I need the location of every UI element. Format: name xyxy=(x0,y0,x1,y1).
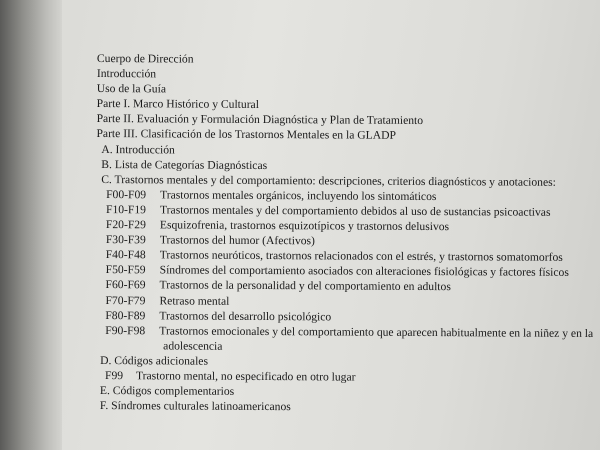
code-range: F50-F59 xyxy=(105,263,146,277)
code-range: F40-F48 xyxy=(105,248,146,262)
code-range: F10-F19 xyxy=(105,202,147,217)
code-description: Trastornos del humor (Afectivos) xyxy=(159,233,315,248)
toc-subentry-d: D. Códigos adicionales xyxy=(100,353,209,368)
table-of-contents xyxy=(95,51,597,416)
code-description: Trastornos mentales orgánicos, incluyendo los sintomáticos xyxy=(160,188,437,203)
code-range: F70-F79 xyxy=(105,293,146,307)
toc-entry: Cuerpo de Dirección xyxy=(96,51,194,66)
code-description: Retraso mental xyxy=(159,293,230,308)
code-range: F99 xyxy=(104,369,124,383)
code-description: Trastornos mentales y del comportamiento debidos al uso de sustancias psicoactivas xyxy=(159,203,551,219)
code-range: F90-F98 xyxy=(105,323,146,337)
code-range: F60-F69 xyxy=(105,278,146,292)
toc-subentry-f: F. Síndromes culturales latinoamericanos xyxy=(99,399,291,414)
code-description-continuation: adolescencia xyxy=(163,339,223,353)
toc-entry: Uso de la Guía xyxy=(96,82,167,96)
code-range: F80-F89 xyxy=(105,308,146,322)
toc-subentry-e: E. Códigos complementarios xyxy=(99,384,235,398)
code-description: Síndromes del comportamiento asociados con alteraciones fisiológicas y factores físicos xyxy=(159,263,569,280)
code-description: Trastornos neuróticos, trastornos relacionados con el estrés, y trastornos somatomorfos xyxy=(159,248,563,265)
toc-subentry-a: A. Introducción xyxy=(101,142,175,157)
code-range: F00-F09 xyxy=(106,187,147,202)
toc-entry: Parte II. Evaluación y Formulación Diagnóstica y Plan de Tratamiento xyxy=(96,112,424,128)
toc-subentry-c: C. Trastornos mentales y del comportamiento: descripciones, criterios diagnósticos y anotaciones: xyxy=(101,172,556,189)
code-description: Trastornos de la personalidad y del comportamiento en adultos xyxy=(159,278,451,294)
code-range: F30-F39 xyxy=(105,233,146,247)
toc-entry: Introducción xyxy=(96,67,157,81)
toc-entry: Parte I. Marco Histórico y Cultural xyxy=(96,97,259,112)
code-description: Trastornos emocionales y del comportamiento que aparecen habitualmente en la niñez y en la xyxy=(159,324,594,340)
toc-subentry-b: B. Lista de Categorías Diagnósticas xyxy=(101,157,268,172)
code-description: Trastorno mental, no especificado en otro lugar xyxy=(135,369,356,384)
book-gutter-shadow xyxy=(0,0,62,450)
code-description: Esquizofrenia, trastornos esquizotípicos y trastornos delusivos xyxy=(159,218,450,234)
toc-entry: Parte III. Clasificación de los Trastornos Mentales en la GLADP xyxy=(96,127,396,143)
code-description: Trastornos del desarrollo psicológico xyxy=(159,308,332,324)
code-range: F20-F29 xyxy=(105,218,146,232)
